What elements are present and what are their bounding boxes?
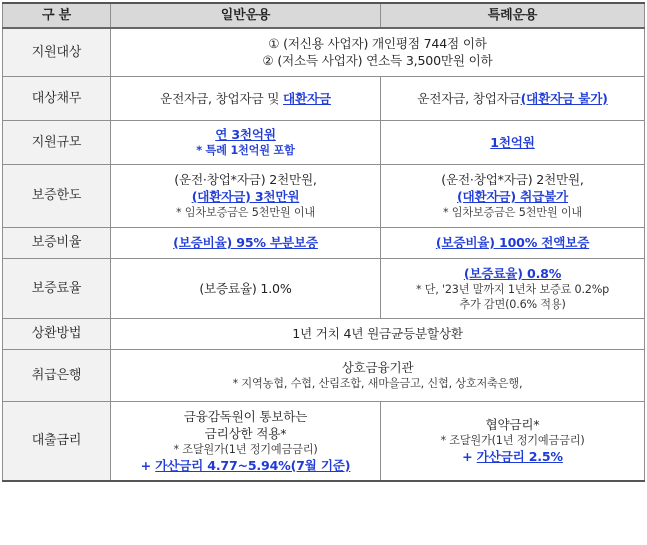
row-label-fee: 보증료율: [3, 258, 111, 318]
ratio-general-cell: [111, 227, 381, 258]
row-label-debt: 대상채무: [3, 76, 111, 120]
fee-special-main: (보증료율) 0.8%: [463, 265, 562, 281]
row-rate: [3, 401, 645, 481]
rate-general-cell: [111, 401, 381, 481]
header-category: 구 분: [3, 3, 111, 28]
fee-general-value: (보증료율) 1.0%: [199, 280, 292, 296]
debt-general-cell: [111, 76, 381, 120]
row-label-target: 지원대상: [3, 28, 111, 76]
row-debt: [3, 76, 645, 120]
rate-general-line-2: 금리상한 적용*: [204, 425, 287, 441]
limit-special-line-1: (운전·창업*자금) 2천만원,: [441, 172, 584, 187]
row-scale: [3, 120, 645, 164]
limit-general-cell: [111, 164, 381, 227]
rate-special-line-1: 협약금리*: [485, 417, 540, 433]
row-label-limit: 보증한도: [3, 164, 111, 227]
repay-value: 1년 거치 4년 원금균등분할상환: [292, 326, 463, 341]
rate-general-line-1: 금융감독원이 통보하는: [183, 408, 308, 424]
ratio-special-value: (보증비율) 100% 전액보증: [435, 235, 590, 250]
row-ratio: [3, 227, 645, 258]
ratio-special-cell: [381, 227, 645, 258]
debt-special-highlight: (대환자금 불가): [520, 90, 608, 106]
debt-general-text: 운전자금, 창업자금 및: [160, 90, 284, 106]
fee-special-cell: [381, 258, 645, 318]
debt-special-text: 운전자금, 창업자금: [417, 90, 521, 106]
debt-general-highlight: 대환자금: [283, 90, 331, 106]
header-general: 일반운용: [111, 3, 381, 28]
rate-general-spread-line: [114, 457, 377, 474]
rate-general-note: * 조달원가(1년 정기예금금리): [173, 442, 318, 456]
rate-general-plus: +: [140, 457, 156, 473]
limit-general-line-2: (대환자금) 3천만원: [191, 189, 300, 204]
rate-special-highlight: 가산금리 2.5%: [476, 449, 563, 465]
support-conditions-table: [2, 2, 645, 482]
fee-general-cell: [111, 258, 381, 318]
row-label-bank: 취급은행: [3, 349, 111, 401]
limit-general-line-1: (운전·창업*자금) 2천만원,: [174, 172, 317, 187]
rate-special-cell: [381, 401, 645, 481]
row-label-scale: 지원규모: [3, 120, 111, 164]
limit-special-line-2: (대환자금) 취급불가: [456, 189, 569, 204]
rate-special-note: * 조달원가(1년 정기예금금리): [440, 434, 585, 448]
rate-special-plus: +: [462, 449, 477, 465]
row-label-rate: 대출금리: [3, 401, 111, 481]
bank-note: * 지역농협, 수협, 산림조합, 새마을금고, 신협, 상호저축은행,: [232, 377, 523, 390]
table-header-row: [3, 3, 645, 28]
limit-special-cell: [381, 164, 645, 227]
scale-general-note: * 특례 1천억원 포함: [196, 144, 295, 157]
header-special: 특례운용: [381, 3, 645, 28]
fee-special-note-2: 추가 감면(0.6% 적용): [459, 297, 566, 311]
scale-general-main: 연 3천억원: [215, 127, 276, 142]
row-fee: [3, 258, 645, 318]
row-limit: [3, 164, 645, 227]
support-conditions-table-wrapper: [2, 2, 644, 482]
bank-cell: [111, 349, 645, 401]
bank-main: 상호금융기관: [341, 360, 414, 375]
row-label-repay: 상환방법: [3, 318, 111, 349]
row-label-ratio: 보증비율: [3, 227, 111, 258]
rate-general-highlight: 가산금리 4.77~5.94%(7월 기준): [155, 457, 351, 473]
scale-special-main: 1천억원: [490, 134, 535, 150]
limit-general-note: * 임차보증금은 5천만원 이내: [175, 206, 316, 219]
target-cell: [111, 28, 645, 76]
row-target: [3, 28, 645, 76]
scale-general-cell: [111, 120, 381, 164]
row-repay: [3, 318, 645, 349]
ratio-general-value: (보증비율) 95% 부분보증: [173, 235, 318, 250]
rate-special-spread-line: [384, 448, 641, 465]
target-line-1: ① (저신용 사업자) 개인평점 744점 이하: [268, 36, 487, 52]
row-bank: [3, 349, 645, 401]
fee-special-note-1: * 단, '23년 말까지 1년차 보증료 0.2%p: [415, 282, 610, 296]
target-line-2: ② (저소득 사업자) 연소득 3,500만원 이하: [262, 53, 493, 69]
debt-special-cell: [381, 76, 645, 120]
limit-special-note: * 임차보증금은 5천만원 이내: [442, 206, 583, 219]
scale-special-cell: [381, 120, 645, 164]
repay-cell: [111, 318, 645, 349]
